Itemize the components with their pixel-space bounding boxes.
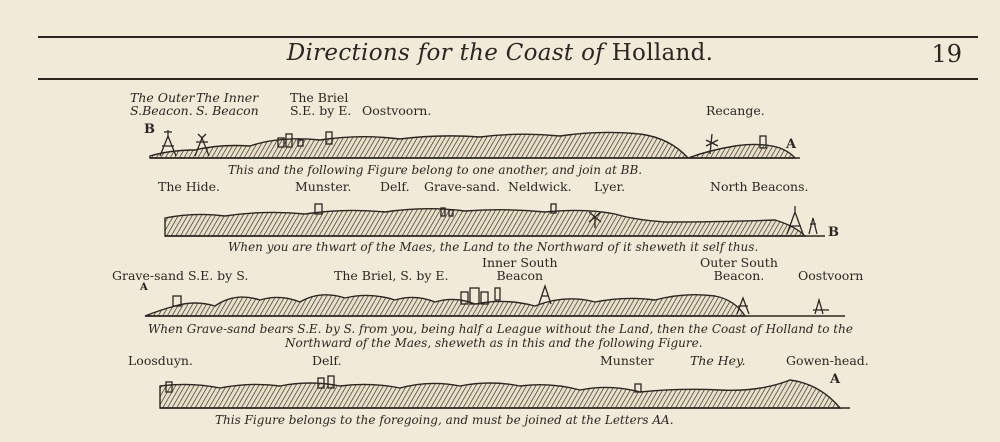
label-gravesand-3: Grave-sand S.E. by S. bbox=[112, 268, 249, 283]
coast-profile-3 bbox=[145, 282, 845, 324]
caption-profile-4: This Figure belongs to the foregoing, and must be joined at the Letters AA. bbox=[215, 413, 674, 427]
join-letter-a-3: A bbox=[140, 282, 148, 293]
label-munster-4: Munster bbox=[600, 353, 654, 368]
label-loosduyn: Loosduyn. bbox=[128, 353, 193, 368]
label-inner-south-beacon: Inner South Beacon bbox=[482, 255, 558, 283]
label-briel: The Briel S.E. by E. bbox=[290, 90, 352, 118]
page-number: 19 bbox=[931, 40, 962, 68]
coast-profile-1 bbox=[150, 120, 800, 165]
top-rule bbox=[38, 36, 978, 38]
join-letter-a: A bbox=[786, 137, 797, 152]
label-neldwick: Neldwick. bbox=[508, 179, 572, 194]
label-recange: Recange. bbox=[706, 103, 765, 118]
label-gowen-head: Gowen-head. bbox=[786, 353, 869, 368]
label-oostvoorn-3: Oostvoorn bbox=[798, 268, 864, 283]
caption-profile-3-line2: Northward of the Maes, sheweth as in this and the following Figure. bbox=[285, 336, 703, 350]
label-lyer: Lyer. bbox=[594, 179, 626, 194]
header-underline bbox=[38, 78, 978, 80]
caption-profile-1: This and the following Figure belong to one another, and join at BB. bbox=[228, 163, 643, 177]
label-inner-beacon: The Inner S. Beacon bbox=[196, 90, 259, 118]
label-north-beacons: North Beacons. bbox=[710, 179, 809, 194]
join-letter-a-4: A bbox=[830, 372, 841, 387]
label-outer-beacon: The Outer S.Beacon. bbox=[130, 90, 195, 118]
caption-profile-3-line1: When Grave-sand bears S.E. by S. from you, being half a League without the Land, then the Coast of Holland to the bbox=[148, 322, 853, 336]
join-letter-b: B bbox=[144, 122, 155, 137]
label-gravesand-2: Grave-sand. bbox=[424, 179, 500, 194]
label-hide: The Hide. bbox=[158, 179, 221, 194]
page-title: Directions for the Coast of Holland. bbox=[286, 40, 714, 66]
caption-profile-2: When you are thwart of the Maes, the Land to the Northward of it sheweth it self thus. bbox=[228, 240, 759, 254]
label-delf-4: Delf. bbox=[312, 353, 342, 368]
label-briel-3: The Briel, S. by E. bbox=[334, 268, 449, 283]
coast-profile-2 bbox=[165, 198, 825, 243]
join-letter-b-2: B bbox=[828, 225, 839, 240]
label-delf-2: Delf. bbox=[380, 179, 410, 194]
coast-profile-4 bbox=[160, 372, 850, 412]
label-oostvoorn: Oostvoorn. bbox=[362, 103, 432, 118]
label-munster-2: Munster. bbox=[295, 179, 352, 194]
label-outer-south-beacon: Outer South Beacon. bbox=[700, 255, 778, 283]
label-hey: The Hey. bbox=[690, 353, 746, 368]
